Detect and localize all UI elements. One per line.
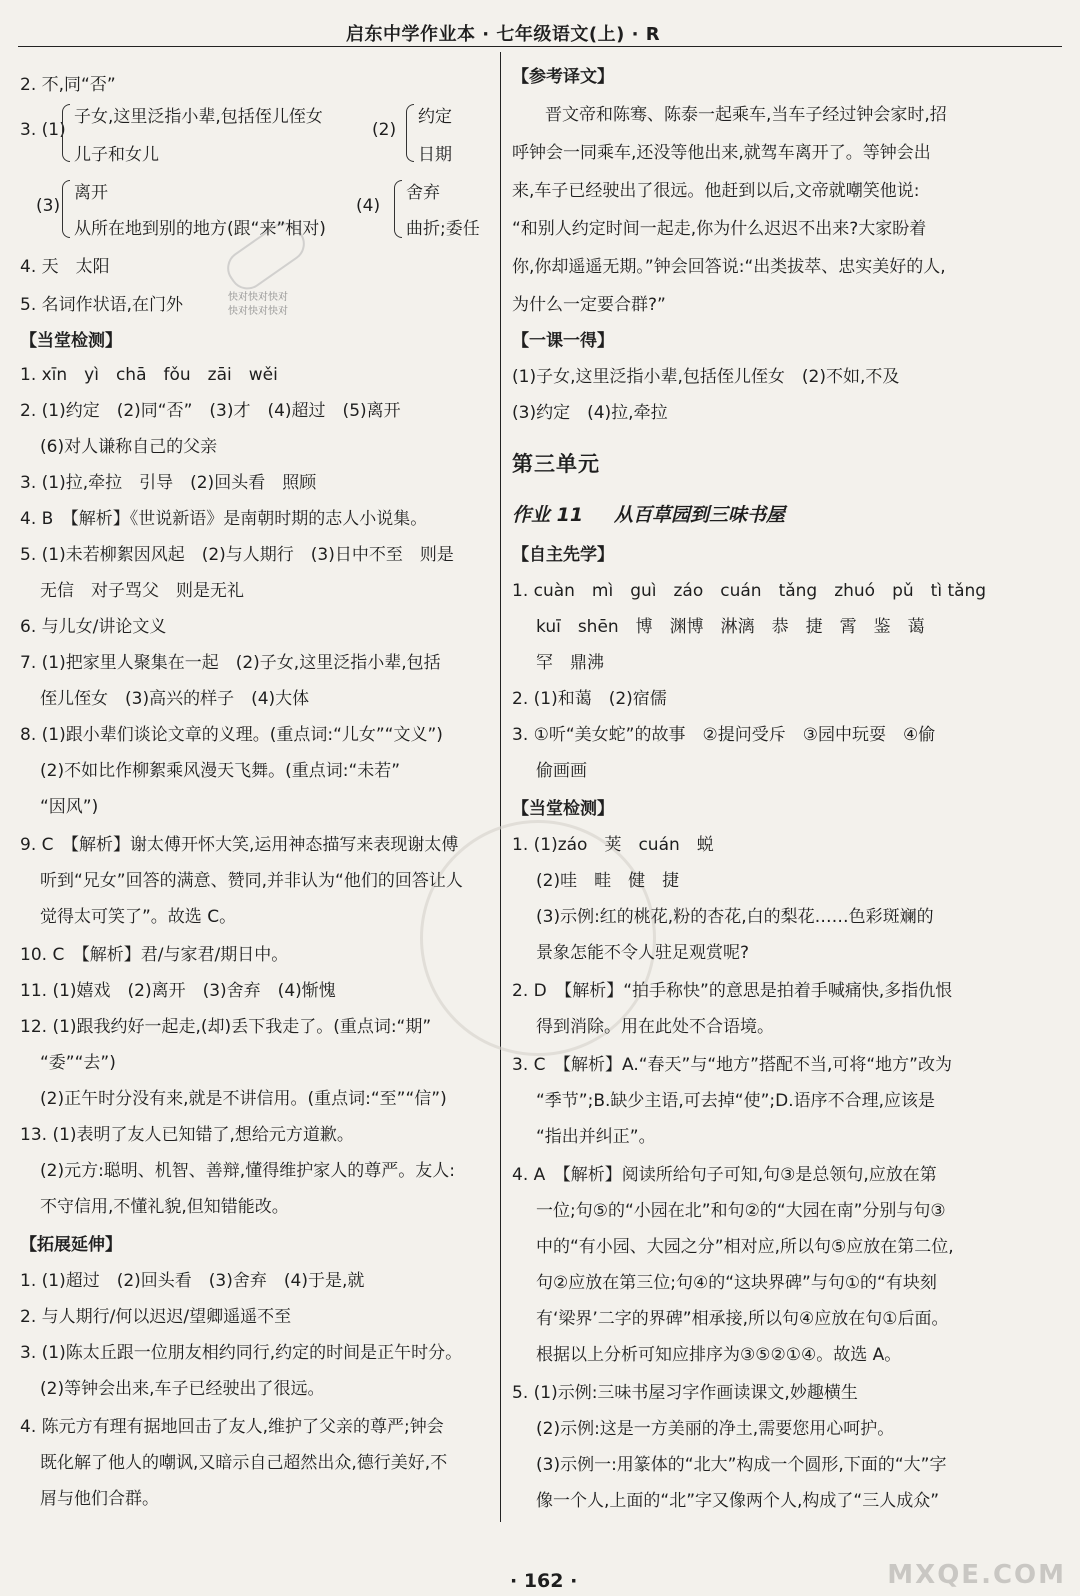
section-heading: 【当堂检测】: [512, 799, 614, 819]
brace-icon: [406, 104, 414, 162]
answer-line: 5. 名词作状语,在门外: [20, 295, 184, 315]
answer-line: 2. D 【解析】“拍手称快”的意思是拍着手喊痛快,多指仇恨: [512, 981, 953, 1001]
answer-line: kuī shēn 博 渊博 淋漓 恭 捷 霄 鉴 蔼: [536, 617, 925, 637]
answer-line: 5. (1)示例:三味书屋习字作画读课文,妙趣横生: [512, 1383, 858, 1403]
answer-line: 3. C 【解析】A.“春天”与“地方”搭配不当,可将“地方”改为: [512, 1055, 952, 1075]
assignment-number: 作业 11: [512, 504, 584, 526]
answer-line: 9. C 【解析】谢太傅开怀大笑,运用神态描写来表现谢太傅: [20, 835, 459, 855]
answer-line: 根据以上分析可知应排序为③⑤②①④。故选 A。: [536, 1345, 902, 1365]
answer-line: 侄儿侄女 (3)高兴的样子 (4)大体: [40, 689, 310, 709]
answer-line: 5. (1)未若柳絮因风起 (2)与人期行 (3)日中不至 则是: [20, 545, 454, 565]
answer-line: (2)正午时分没有来,就是不讲信用。(重点词:“至”“信”): [40, 1089, 447, 1109]
corner-watermark: MXQE.COM: [887, 1560, 1066, 1590]
answer-line: 从所在地到别的地方(跟“来”相对): [74, 219, 326, 239]
answer-line: 7. (1)把家里人聚集在一起 (2)子女,这里泛指小辈,包括: [20, 653, 441, 673]
answer-line: (4): [356, 196, 381, 216]
answer-line: (2)哇 畦 健 捷: [536, 871, 680, 891]
answer-line: (3)示例一:用篆体的“北大”构成一个圆形,下面的“大”字: [536, 1455, 947, 1475]
answer-line: (6)对人谦称自己的父亲: [40, 437, 218, 457]
answer-line: (2)示例:这是一方美丽的净土,需要您用心呵护。: [536, 1419, 895, 1439]
answer-line: 10. C 【解析】君/与家君/期日中。: [20, 945, 289, 965]
section-heading: 【自主先学】: [512, 545, 614, 565]
answer-line: 8. (1)跟小辈们谈论文章的义理。(重点词:“儿女”“文义”): [20, 725, 443, 745]
answer-line: 无信 对子骂父 则是无礼: [40, 581, 244, 601]
answer-line: “因风”): [40, 797, 99, 817]
answer-line: (2)元方:聪明、机智、善辩,懂得维护家人的尊严。友人:: [40, 1161, 455, 1181]
section-heading: 【拓展延伸】: [20, 1235, 122, 1255]
column-divider: [500, 52, 501, 1522]
answer-line: 不守信用,不懂礼貌,但知错能改。: [40, 1197, 289, 1217]
translation-line: 为什么一定要合群?”: [512, 295, 666, 315]
translation-line: 呼钟会一同乘车,还没等他出来,就驾车离开了。等钟会出: [512, 143, 931, 163]
answer-line: 1. cuàn mì guì záo cuán tǎng zhuó pǔ tì tǎng: [512, 581, 987, 601]
translation-line: 晋文帝和陈骞、陈泰一起乘车,当车子经过钟会家时,招: [545, 105, 947, 125]
watermark-line: 快对快对快对: [228, 306, 288, 317]
answer-line: 句②应放在第三位;句④的“这块界碑”与句①的“有块刻: [536, 1273, 937, 1293]
header-rule: [18, 46, 1062, 47]
answer-line: 一位;句⑤的“小园在北”和句②的“大园在南”分别与句③: [536, 1201, 946, 1221]
answer-line: 4. B 【解析】《世说新语》是南朝时期的志人小说集。: [20, 509, 428, 529]
answer-line: (2)等钟会出来,车子已经驶出了很远。: [40, 1379, 325, 1399]
answer-line: (1)子女,这里泛指小辈,包括侄儿侄女 (2)不如,不及: [512, 367, 900, 387]
brace-icon: [62, 180, 70, 238]
answer-line: (2): [372, 120, 397, 140]
answer-line: (3)示例:红的桃花,粉的杏花,白的梨花……色彩斑斓的: [536, 907, 934, 927]
answer-line: 12. (1)跟我约好一起走,(却)丢下我走了。(重点词:“期”: [20, 1017, 432, 1037]
answer-line: 2. 不,同“否”: [20, 75, 116, 95]
answer-line: 3. (1)拉,牵拉 引导 (2)回头看 照顾: [20, 473, 317, 493]
answer-line: 景象怎能不令人驻足观赏呢?: [536, 943, 750, 963]
answer-line: 3. ①听“美女蛇”的故事 ②提问受斥 ③园中玩耍 ④偷: [512, 725, 936, 745]
answer-line: 既化解了他人的嘲讽,又暗示自己超然出众,德行美好,不: [40, 1453, 448, 1473]
answer-line: 约定: [418, 107, 452, 127]
answer-line: 1. xīn yì chā fǒu zāi wěi: [20, 365, 278, 385]
section-heading: 【参考译文】: [512, 67, 614, 87]
answer-line: 日期: [418, 145, 452, 165]
answer-line: 偷画画: [536, 761, 587, 781]
answer-line: (3): [36, 196, 61, 216]
answer-line: 觉得太可笑了”。故选 C。: [40, 907, 237, 927]
answer-line: 4. 陈元方有理有据地回击了友人,维护了父亲的尊严;钟会: [20, 1417, 444, 1437]
answer-line: 子女,这里泛指小辈,包括侄儿侄女: [74, 107, 323, 127]
answer-line: 曲折;委任: [406, 219, 480, 239]
watermark-line: 快对快对快对: [228, 292, 288, 303]
answer-line: 3. (1): [20, 120, 66, 140]
answer-line: 中的“有小园、大园之分”相对应,所以句⑤应放在第二位,: [536, 1237, 954, 1257]
section-heading: 【当堂检测】: [20, 331, 122, 351]
page-number: · 162 ·: [510, 1570, 578, 1592]
answer-line: 11. (1)嬉戏 (2)离开 (3)舍弃 (4)惭愧: [20, 981, 336, 1001]
answer-line: 2. (1)约定 (2)同“否” (3)才 (4)超过 (5)离开: [20, 401, 401, 421]
brace-icon: [62, 104, 70, 162]
translation-line: 你,你却遥遥无期。”钟会回答说:“出类拔萃、忠实美好的人,: [512, 257, 946, 277]
answer-line: (2)不如比作柳絮乘风漫天飞舞。(重点词:“未若”: [40, 761, 401, 781]
section-heading: 【一课一得】: [512, 331, 614, 351]
assignment-title: 从百草园到三味书屋: [614, 504, 786, 526]
answer-line: 1. (1)záo 荚 cuán 蜕: [512, 835, 714, 855]
answer-line: 舍弃: [406, 183, 440, 203]
brace-icon: [394, 180, 402, 238]
answer-line: 13. (1)表明了友人已知错了,想给元方道歉。: [20, 1125, 354, 1145]
answer-line: 听到“兄女”回答的满意、赞同,并非认为“他们的回答让人: [40, 871, 463, 891]
translation-line: “和别人约定时间一起走,你为什么迟迟不出来?大家盼着: [512, 219, 927, 239]
answer-line: “指出并纠正”。: [536, 1127, 656, 1147]
answer-line: 得到消除。用在此处不合语境。: [536, 1017, 774, 1037]
answer-line: 2. 与人期行/何以迟迟/望卿遥遥不至: [20, 1307, 292, 1327]
answer-line: “季节”;B.缺少主语,可去掉“使”;D.语序不合理,应该是: [536, 1091, 936, 1111]
answer-line: 儿子和女儿: [74, 145, 159, 165]
answer-line: 离开: [74, 183, 108, 203]
answer-line: 1. (1)超过 (2)回头看 (3)舍弃 (4)于是,就: [20, 1271, 365, 1291]
answer-line: (3)约定 (4)拉,牵拉: [512, 403, 668, 423]
answer-line: 有‘梁界’二字的界碑”相承接,所以句④应放在句①后面。: [536, 1309, 949, 1329]
answer-line: 2. (1)和蔼 (2)宿儒: [512, 689, 667, 709]
answer-line: 4. 天 太阳: [20, 257, 110, 277]
answer-line: 6. 与儿女/讲论文义: [20, 617, 167, 637]
answer-line: 3. (1)陈太丘跟一位朋友相约同行,约定的时间是正午时分。: [20, 1343, 463, 1363]
unit-title: 第三单元: [512, 452, 600, 476]
translation-line: 来,车子已经驶出了很远。他赶到以后,文帝就嘲笑他说:: [512, 181, 920, 201]
answer-line: 屑与他们合群。: [40, 1489, 159, 1509]
answer-line: 罕 鼎沸: [536, 653, 604, 673]
answer-line: “委”“去”): [40, 1053, 116, 1073]
answer-line: 4. A 【解析】阅读所给句子可知,句③是总领句,应放在第: [512, 1165, 937, 1185]
answer-line: 像一个人,上面的“北”字又像两个人,构成了“三人成众”: [536, 1491, 940, 1511]
header-title: 启东中学作业本 · 七年级语文(上) · R: [346, 24, 661, 45]
